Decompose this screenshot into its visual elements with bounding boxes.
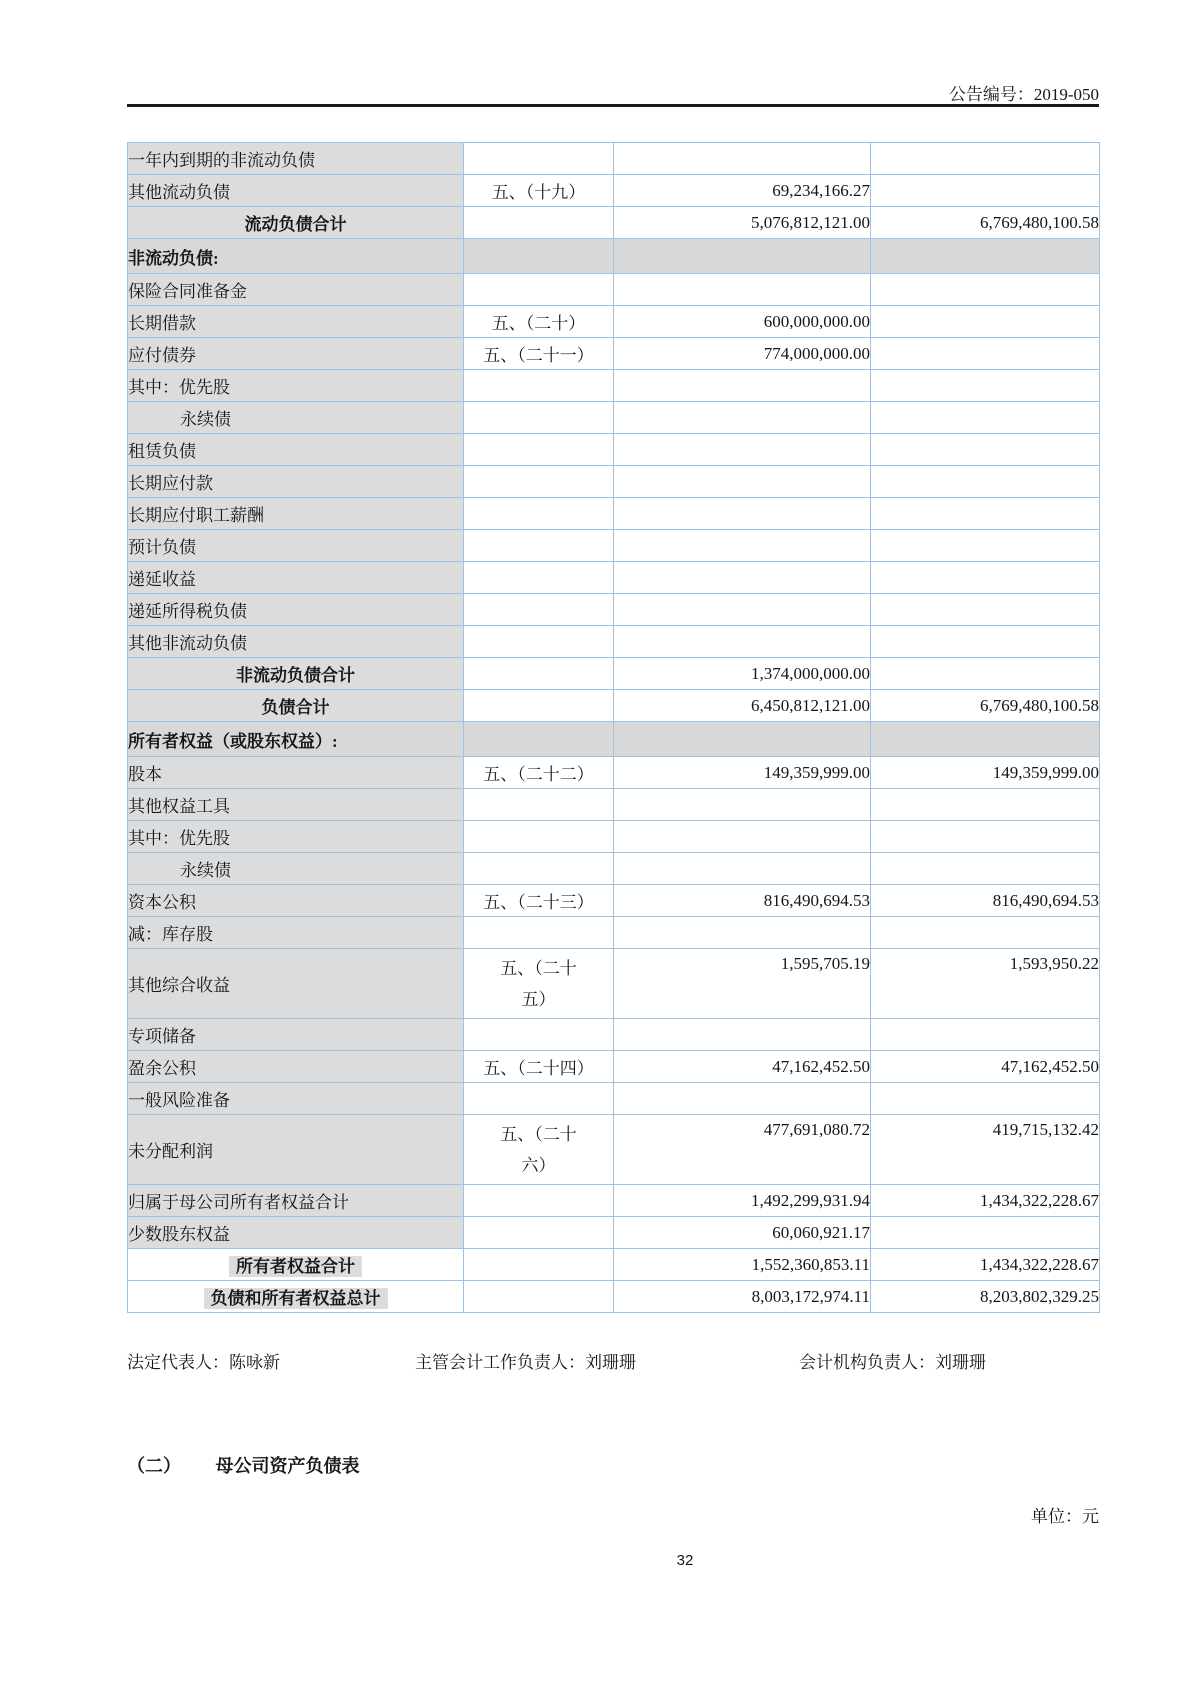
announcement-number: 公告编号：2019-050	[948, 85, 1099, 104]
row-label: 减：库存股	[128, 925, 213, 944]
row-current-amount: 774,000,000.00	[763, 343, 870, 363]
table-row	[128, 1217, 1100, 1249]
row-label: 保险合同准备金	[128, 282, 247, 301]
row-prior-amount: 6,769,480,100.58	[980, 212, 1099, 232]
table-row	[128, 562, 1100, 594]
table-row	[128, 434, 1100, 466]
row-prior-amount: 816,490,694.53	[992, 890, 1099, 910]
row-label: 其他综合收益	[128, 976, 230, 995]
row-current-amount: 8,003,172,974.11	[751, 1286, 870, 1306]
table-row	[128, 466, 1100, 498]
section-title: 母公司资产负债表	[215, 1456, 360, 1476]
row-label: 未分配利润	[128, 1142, 213, 1161]
table-row	[128, 917, 1100, 949]
row-current-amount: 5,076,812,121.00	[751, 212, 870, 232]
table-row	[128, 1051, 1100, 1083]
chief-accounting-officer: 主管会计工作负责人：刘珊珊	[415, 1353, 636, 1372]
row-label: 预计负债	[128, 538, 196, 557]
row-label: 长期借款	[128, 314, 196, 333]
row-prior-amount: 8,203,802,329.25	[980, 1286, 1099, 1306]
table-row	[128, 1083, 1100, 1115]
table-row	[128, 821, 1100, 853]
row-current-amount: 6,450,812,121.00	[751, 695, 870, 715]
row-prior-amount: 6,769,480,100.58	[980, 695, 1099, 715]
table-row	[128, 722, 1100, 757]
table-row	[128, 1281, 1100, 1313]
table-row	[128, 1115, 1100, 1185]
row-label: 其中：优先股	[128, 829, 230, 848]
row-label: 其他流动负债	[128, 183, 230, 202]
row-note: 五、（二十二）	[483, 765, 594, 784]
row-prior-amount: 1,434,322,228.67	[980, 1190, 1099, 1210]
row-note: 五、（二十三）	[483, 893, 594, 912]
row-label: 递延所得税负债	[128, 602, 247, 621]
row-note: 五、（二十一）	[483, 346, 594, 365]
row-prior-amount: 149,359,999.00	[992, 762, 1099, 782]
row-current-amount: 1,374,000,000.00	[751, 663, 870, 683]
row-note: 五、（二十五）	[500, 959, 577, 1009]
table-row	[128, 143, 1100, 175]
table-row	[128, 853, 1100, 885]
row-label: 其他非流动负债	[128, 634, 247, 653]
row-current-amount: 47,162,452.50	[772, 1056, 870, 1076]
row-label: 所有者权益合计	[229, 1256, 362, 1277]
row-label: 负债和所有者权益总计	[204, 1288, 388, 1309]
row-label: 盈余公积	[128, 1059, 196, 1078]
table-row	[128, 658, 1100, 690]
row-note: 五、（十九）	[491, 183, 586, 202]
row-label: 其中：优先股	[128, 378, 230, 397]
page-number: 32	[676, 1552, 694, 1569]
row-label: 长期应付职工薪酬	[128, 506, 264, 525]
table-row	[128, 626, 1100, 658]
row-label: 其他权益工具	[128, 797, 230, 816]
row-label: 一年内到期的非流动负债	[128, 151, 315, 170]
row-note: 五、（二十四）	[483, 1059, 594, 1078]
table-row	[128, 338, 1100, 370]
balance-sheet-body	[128, 143, 1100, 1313]
balance-sheet-table	[127, 142, 1100, 1313]
table-row	[128, 530, 1100, 562]
row-current-amount: 69,234,166.27	[772, 180, 870, 200]
row-current-amount: 816,490,694.53	[763, 890, 870, 910]
row-label: 负债合计	[261, 698, 330, 717]
table-row	[128, 885, 1100, 917]
table-row	[128, 1019, 1100, 1051]
row-label: 所有者权益（或股东权益）:	[128, 731, 338, 751]
table-row	[128, 1249, 1100, 1281]
row-current-amount: 1,595,705.19	[780, 954, 870, 973]
table-row	[128, 370, 1100, 402]
unit-label: 单位：元	[1031, 1507, 1099, 1526]
table-row	[128, 402, 1100, 434]
row-note: 五、（二十六）	[500, 1125, 577, 1175]
table-row	[128, 690, 1100, 722]
row-current-amount: 1,552,360,853.11	[751, 1254, 870, 1274]
row-label: 永续债	[180, 861, 231, 880]
table-row	[128, 239, 1100, 274]
row-prior-amount: 1,593,950.22	[1009, 954, 1099, 973]
row-current-amount: 1,492,299,931.94	[751, 1190, 870, 1210]
row-label: 递延收益	[128, 570, 196, 589]
header-rule	[127, 104, 1099, 107]
row-label: 一般风险准备	[128, 1091, 230, 1110]
accounting-department-head: 会计机构负责人：刘珊珊	[799, 1353, 986, 1372]
table-row	[128, 306, 1100, 338]
row-prior-amount: 419,715,132.42	[992, 1120, 1099, 1139]
section-index: （二）	[127, 1456, 181, 1476]
table-row	[128, 757, 1100, 789]
row-current-amount: 477,691,080.72	[763, 1120, 870, 1139]
row-label: 股本	[128, 765, 162, 784]
row-label: 非流动负债:	[128, 248, 219, 268]
row-prior-amount: 47,162,452.50	[1001, 1056, 1099, 1076]
row-label: 非流动负债合计	[236, 666, 355, 685]
row-current-amount: 60,060,921.17	[772, 1222, 870, 1242]
table-row	[128, 1185, 1100, 1217]
table-row	[128, 175, 1100, 207]
row-label: 应付债券	[128, 346, 196, 365]
signatures-row	[0, 1348, 1200, 1372]
table-row	[128, 274, 1100, 306]
table-row	[128, 949, 1100, 1019]
row-label: 少数股东权益	[128, 1225, 230, 1244]
row-label: 流动负债合计	[244, 215, 347, 234]
row-note: 五、（二十）	[491, 314, 586, 333]
row-label: 永续债	[180, 410, 231, 429]
legal-representative: 法定代表人：陈咏新	[127, 1353, 280, 1372]
row-label: 专项储备	[128, 1027, 196, 1046]
row-label: 长期应付款	[128, 474, 213, 493]
row-current-amount: 600,000,000.00	[763, 311, 870, 331]
next-section-heading	[127, 1452, 360, 1478]
table-row	[128, 789, 1100, 821]
table-row	[128, 498, 1100, 530]
row-prior-amount: 1,434,322,228.67	[980, 1254, 1099, 1274]
table-row	[128, 594, 1100, 626]
row-label: 租赁负债	[128, 442, 196, 461]
row-current-amount: 149,359,999.00	[763, 762, 870, 782]
row-label: 资本公积	[128, 893, 196, 912]
row-label: 归属于母公司所有者权益合计	[128, 1193, 349, 1212]
table-row	[128, 207, 1100, 239]
